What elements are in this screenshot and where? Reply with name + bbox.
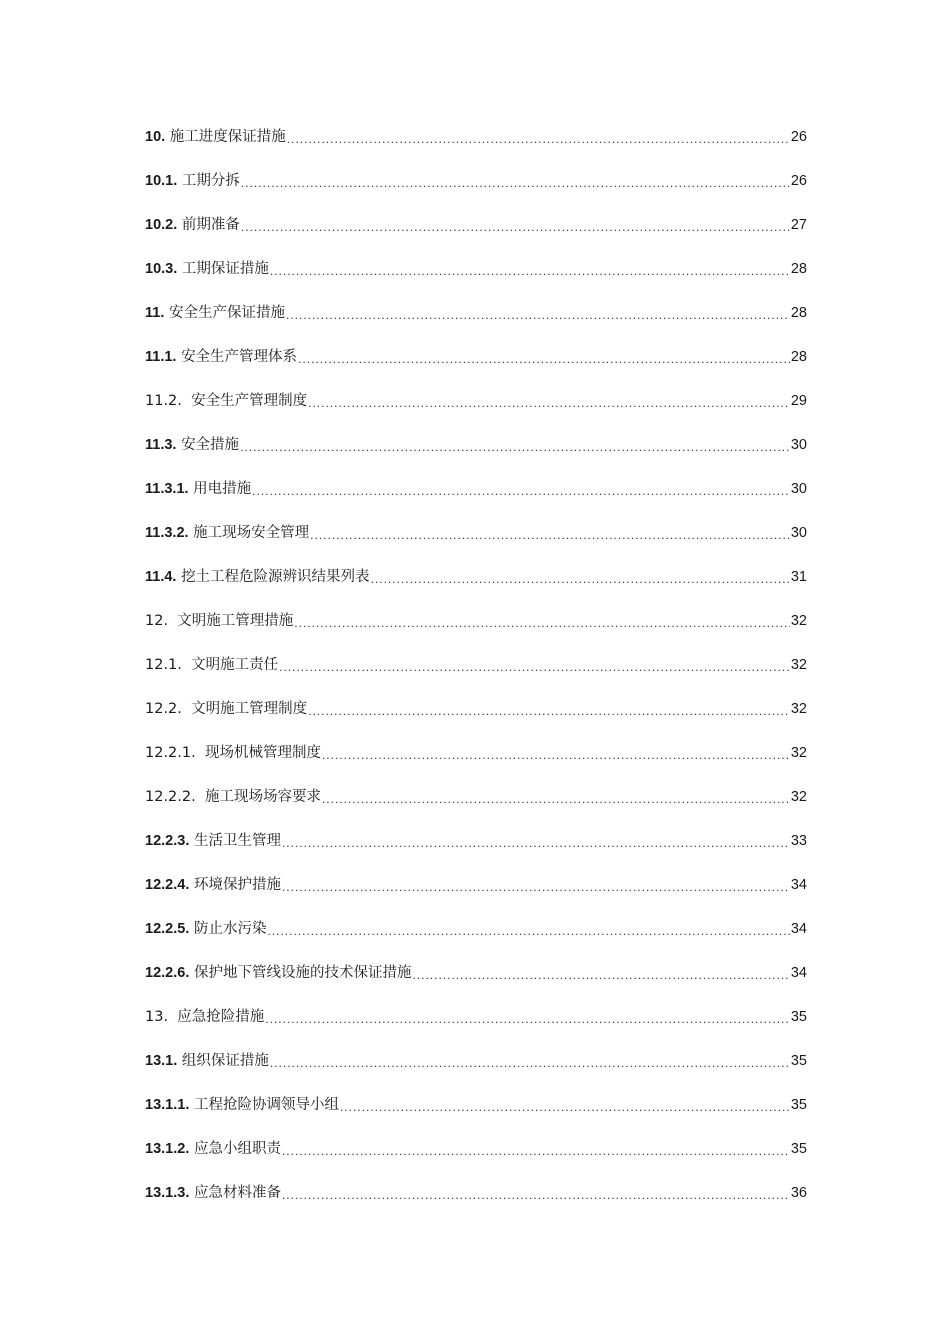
- toc-entry[interactable]: [145, 423, 807, 467]
- toc-entry[interactable]: [145, 731, 807, 775]
- toc-entry[interactable]: [145, 335, 807, 379]
- toc-entry-page-number: 26: [790, 128, 807, 145]
- toc-entry-page-number: 30: [790, 480, 807, 497]
- toc-leader-dots: [282, 881, 790, 893]
- toc-entry-title: 应急材料准备: [193, 1184, 281, 1201]
- toc-entry-title: 前期准备: [181, 216, 240, 233]
- toc-entry-label: [145, 218, 240, 233]
- toc-leader-dots: [286, 309, 790, 321]
- toc-entry-separator: [196, 745, 205, 761]
- toc-entry-number: 12.2.: [145, 700, 182, 717]
- toc-entry-page-number: 27: [790, 216, 807, 233]
- toc-leader-dots: [252, 485, 790, 497]
- toc-entry[interactable]: [145, 159, 807, 203]
- toc-entry-number: 12.2.5.: [145, 920, 190, 937]
- toc-entry-label: [145, 482, 251, 497]
- toc-entry-number: 12.: [145, 612, 169, 629]
- toc-entry[interactable]: [145, 599, 807, 643]
- toc-entry-page-number: 32: [790, 700, 807, 717]
- toc-leader-dots: [310, 529, 790, 541]
- toc-entry[interactable]: [145, 1083, 807, 1127]
- toc-entry-page-number: 28: [790, 304, 807, 321]
- toc-entry[interactable]: [145, 907, 807, 951]
- toc-entry[interactable]: [145, 511, 807, 555]
- toc-leader-dots: [241, 177, 790, 189]
- toc-entry-label: [145, 306, 285, 321]
- toc-entry-page-number: 28: [790, 260, 807, 277]
- toc-entry-page-number: 35: [790, 1140, 807, 1157]
- toc-leader-dots: [308, 705, 790, 717]
- toc-entry-label: [145, 746, 321, 761]
- toc-leader-dots: [265, 1013, 790, 1025]
- toc-leader-dots: [282, 1145, 790, 1157]
- toc-entry[interactable]: [145, 379, 807, 423]
- toc-entry-separator: [196, 789, 205, 805]
- toc-entry[interactable]: [145, 951, 807, 995]
- toc-leader-dots: [282, 837, 790, 849]
- toc-leader-dots: [270, 265, 790, 277]
- toc-leader-dots: [322, 749, 790, 761]
- toc-entry-number: 13.1.3.: [145, 1184, 190, 1201]
- toc-entry-title: 组织保证措施: [181, 1052, 269, 1069]
- toc-entry-title: 用电措施: [193, 480, 252, 497]
- toc-entry-number: 10.: [145, 128, 166, 145]
- toc-leader-dots: [287, 133, 790, 145]
- toc-entry-number: 12.2.2.: [145, 788, 196, 805]
- toc-entry-title: 施工进度保证措施: [169, 128, 286, 145]
- toc-leader-dots: [371, 573, 790, 585]
- toc-entry-number: 11.2.: [145, 392, 182, 409]
- toc-entry-page-number: 31: [790, 568, 807, 585]
- toc-entry-page-number: 34: [790, 920, 807, 937]
- toc-entry-label: [145, 878, 281, 893]
- toc-entry-label: [145, 526, 309, 541]
- toc-entry-label: [145, 922, 266, 937]
- toc-entry-title: 安全生产管理体系: [181, 348, 298, 365]
- toc-entry-page-number: 30: [790, 436, 807, 453]
- toc-entry-title: 施工现场场容要求: [204, 788, 321, 805]
- toc-entry-separator: [182, 701, 191, 717]
- toc-leader-dots: [298, 353, 790, 365]
- toc-entry-label: [145, 570, 370, 585]
- toc-entry[interactable]: [145, 291, 807, 335]
- toc-entry[interactable]: [145, 863, 807, 907]
- toc-entry[interactable]: [145, 995, 807, 1039]
- toc-entry-separator: [168, 1009, 177, 1025]
- toc-entry-number: 12.2.6.: [145, 964, 190, 981]
- toc-entry-number: 12.1.: [145, 656, 182, 673]
- toc-entry-title: 保护地下管线设施的技术保证措施: [193, 964, 412, 981]
- toc-entry-separator: [182, 393, 191, 409]
- toc-entry-page-number: 26: [790, 172, 807, 189]
- toc-entry-label: [145, 614, 293, 629]
- toc-entry-label: [145, 966, 411, 981]
- toc-entry-title: 安全生产保证措施: [168, 304, 285, 321]
- toc-entry[interactable]: [145, 203, 807, 247]
- toc-entry-number: 13.: [145, 1008, 169, 1025]
- toc-entry-page-number: 32: [790, 788, 807, 805]
- toc-entry-label: [145, 702, 307, 717]
- toc-entry-label: [145, 1010, 264, 1025]
- toc-entry-page-number: 34: [790, 876, 807, 893]
- toc-entry-label: [145, 1054, 269, 1069]
- toc-entry[interactable]: [145, 643, 807, 687]
- toc-entry-title: 应急抢险措施: [177, 1008, 265, 1025]
- toc-entry-title: 防止水污染: [193, 920, 267, 937]
- toc-leader-dots: [279, 661, 790, 673]
- toc-entry-label: [145, 834, 281, 849]
- toc-entry-number: 11.: [145, 304, 165, 321]
- toc-entry-title: 工期分拆: [181, 172, 240, 189]
- toc-entry-number: 11.1.: [145, 348, 177, 365]
- toc-entry-title: 文明施工管理措施: [177, 612, 294, 629]
- toc-entry[interactable]: [145, 1171, 807, 1215]
- toc-entry-number: 13.1.: [145, 1052, 178, 1069]
- toc-entry-label: [145, 658, 278, 673]
- toc-entry-title: 挖土工程危险源辨识结果列表: [181, 568, 370, 585]
- toc-entry-title: 安全生产管理制度: [191, 392, 308, 409]
- toc-entry-page-number: 36: [790, 1184, 807, 1201]
- toc-entry-label: [145, 130, 286, 145]
- toc-entry-page-number: 35: [790, 1096, 807, 1113]
- toc-leader-dots: [294, 617, 790, 629]
- toc-entry-page-number: 35: [790, 1052, 807, 1069]
- toc-entry-title: 安全措施: [181, 436, 240, 453]
- toc-entry-separator: [168, 613, 177, 629]
- toc-entry-page-number: 33: [790, 832, 807, 849]
- toc-entry-separator: [182, 657, 191, 673]
- toc-entry-label: [145, 1186, 281, 1201]
- toc-entry-page-number: 32: [790, 744, 807, 761]
- toc-entry[interactable]: [145, 819, 807, 863]
- toc-entry[interactable]: [145, 1127, 807, 1171]
- toc-entry[interactable]: [145, 775, 807, 819]
- toc-entry[interactable]: [145, 555, 807, 599]
- toc-entry-label: [145, 1142, 281, 1157]
- toc-entry-label: [145, 394, 307, 409]
- toc-entry-label: [145, 1098, 339, 1113]
- toc-entry-label: [145, 438, 239, 453]
- toc-entry-number: 10.1.: [145, 172, 178, 189]
- toc-entry-title: 应急小组职责: [193, 1140, 281, 1157]
- toc-entry-page-number: 30: [790, 524, 807, 541]
- toc-entry[interactable]: [145, 687, 807, 731]
- toc-leader-dots: [322, 793, 790, 805]
- toc-entry-number: 12.2.4.: [145, 876, 190, 893]
- table-of-contents: [145, 115, 807, 1215]
- toc-entry-number: 10.3.: [145, 260, 178, 277]
- toc-leader-dots: [240, 441, 790, 453]
- toc-entry-number: 12.2.1.: [145, 744, 196, 761]
- toc-entry-page-number: 34: [790, 964, 807, 981]
- toc-entry-page-number: 35: [790, 1008, 807, 1025]
- toc-entry-title: 工期保证措施: [181, 260, 269, 277]
- toc-entry-page-number: 32: [790, 612, 807, 629]
- toc-entry-number: 11.3.: [145, 436, 177, 453]
- toc-entry-title: 施工现场安全管理: [193, 524, 310, 541]
- toc-entry[interactable]: [145, 247, 807, 291]
- toc-entry-label: [145, 262, 269, 277]
- toc-entry-number: 13.1.2.: [145, 1140, 190, 1157]
- toc-entry-number: 12.2.3.: [145, 832, 190, 849]
- toc-entry-title: 环境保护措施: [193, 876, 281, 893]
- toc-entry[interactable]: [145, 115, 807, 159]
- toc-leader-dots: [412, 969, 789, 981]
- toc-entry-label: [145, 350, 297, 365]
- toc-entry-page-number: 32: [790, 656, 807, 673]
- toc-entry-label: [145, 174, 240, 189]
- toc-entry-label: [145, 790, 321, 805]
- toc-entry-title: 文明施工责任: [191, 656, 279, 673]
- toc-leader-dots: [282, 1189, 790, 1201]
- toc-entry-page-number: 29: [790, 392, 807, 409]
- toc-entry-number: 11.4.: [145, 568, 177, 585]
- toc-entry-title: 生活卫生管理: [193, 832, 281, 849]
- toc-entry-title: 工程抢险协调领导小组: [193, 1096, 339, 1113]
- toc-entry-title: 文明施工管理制度: [191, 700, 308, 717]
- toc-entry-number: 13.1.1.: [145, 1096, 190, 1113]
- toc-entry-page-number: 28: [790, 348, 807, 365]
- toc-leader-dots: [270, 1057, 790, 1069]
- toc-leader-dots: [267, 925, 789, 937]
- toc-entry[interactable]: [145, 1039, 807, 1083]
- toc-entry[interactable]: [145, 467, 807, 511]
- toc-leader-dots: [308, 397, 790, 409]
- toc-entry-number: 11.3.1.: [145, 480, 189, 497]
- toc-entry-title: 现场机械管理制度: [204, 744, 321, 761]
- toc-leader-dots: [340, 1101, 790, 1113]
- toc-entry-number: 10.2.: [145, 216, 178, 233]
- toc-leader-dots: [241, 221, 790, 233]
- toc-entry-number: 11.3.2.: [145, 524, 189, 541]
